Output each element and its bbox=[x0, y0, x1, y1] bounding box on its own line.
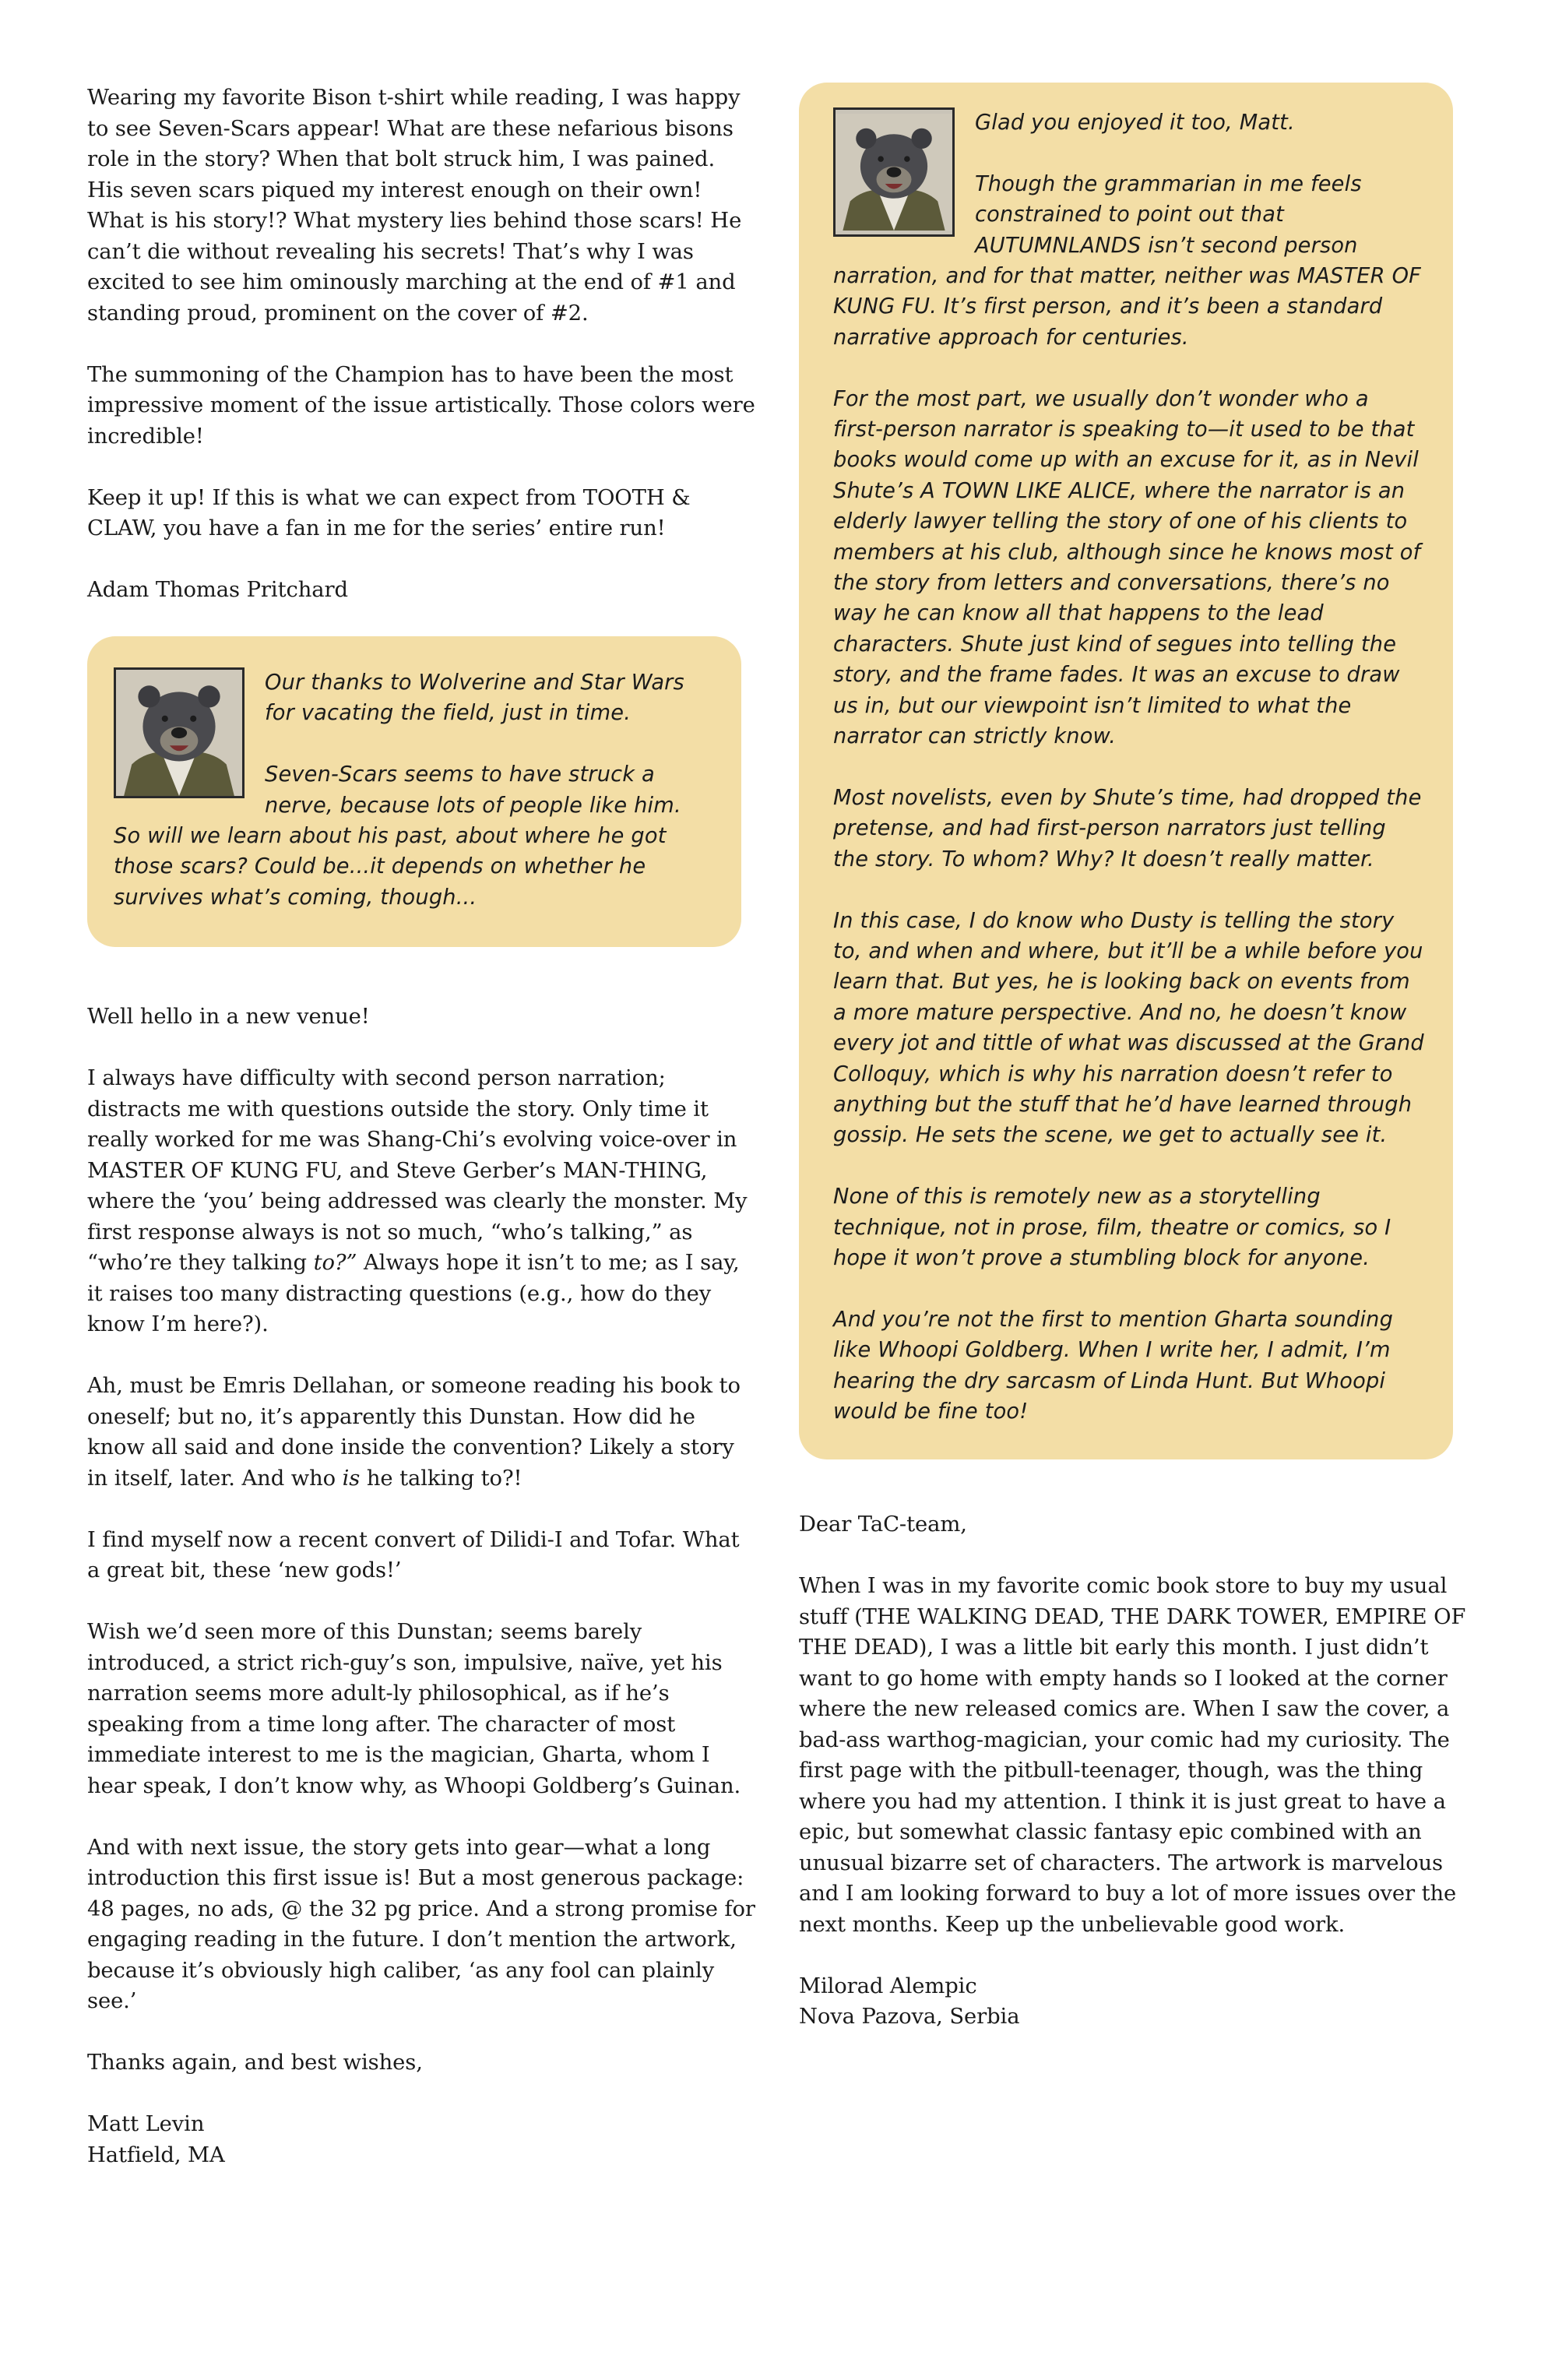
signature-name: Matt Levin bbox=[87, 2112, 205, 2137]
letter-signature bbox=[799, 1971, 1469, 2033]
bear-portrait-svg bbox=[116, 670, 242, 796]
reply-paragraph: Seven-Scars seems to have struck a nerve, because lots of people like him. So will we learn about his past, about where he got those scars? Could be...it depends on whether he survives what’s coming, though... bbox=[114, 762, 681, 910]
letter-paragraph bbox=[87, 1063, 757, 1340]
reply-paragraph: In this case, I do know who Dusty is telling the story to, and when and where, but it’ll be a while before you learn that. But yes, he is looking back on events from a more mature perspective. And no, he doesn’t know every jot and tittle of what was discussed at the Grand Colloquy, which is why his narration doesn’t refer to anything but the stuff that he’d have learned through gossip. He sets the scene, we get to actually see it. bbox=[833, 908, 1424, 1148]
letter-pritchard bbox=[87, 83, 757, 606]
right-column bbox=[799, 0, 1469, 2033]
letter-text: I always have difficulty with second person narration; distracts me with questions outside the story. Only time it really worked for me was Shang-Chi’s evolving voice-over in MASTER OF KUNG FU, and Steve Gerber’s MAN-THING, where the ‘you’ being addressed was clearly the monster. My first response always is not so much, “who’s talking,” as “who’re they talking bbox=[87, 1066, 748, 1276]
signature-place: Hatfield, MA bbox=[87, 2142, 225, 2167]
letter-signature: Adam Thomas Pritchard bbox=[87, 578, 348, 602]
letter-paragraph: I find myself now a recent convert of Dilidi-I and Tofar. What a great bit, these ‘new gods!’ bbox=[87, 1527, 740, 1583]
letter-text: he talking to?! bbox=[360, 1466, 522, 1491]
letter-paragraph: The summoning of the Champion has to have been the most impressive moment of the issue artistically. Those colors were incredible! bbox=[87, 362, 755, 449]
signature-name: Milorad Alempic bbox=[799, 1973, 977, 1998]
letter-closing: Thanks again, and best wishes, bbox=[87, 2051, 423, 2075]
reply-paragraph: Most novelists, even by Shute’s time, had dropped the pretense, and had first-person narrators just telling the story. To whom? Why? It doesn’t really matter. bbox=[833, 785, 1422, 871]
letter-text: Ah, must be Emris Dellahan, or someone reading his book to oneself; but no, it’s apparently this Dunstan. How did he know all said and done inside the convention? Likely a story in itself, later. And who bbox=[87, 1374, 741, 1491]
bear-portrait-svg bbox=[836, 110, 952, 234]
reply-paragraph: Glad you enjoyed it too, Matt. bbox=[975, 111, 1295, 135]
editor-reply-box bbox=[799, 83, 1453, 1459]
reply-paragraph: Our thanks to Wolverine and Star Wars for vacating the field, just in time. bbox=[265, 671, 684, 726]
reply-paragraph: None of this is remotely new as a storytelling technique, not in prose, film, theatre or comics, so I hope it won’t prove a stumbling block for anyone. bbox=[833, 1185, 1391, 1270]
letter-paragraph bbox=[87, 1371, 757, 1494]
letter-paragraph: When I was in my favorite comic book store to buy my usual stuff (THE WALKING DEAD, THE DARK TOWER, EMPIRE OF THE DEAD), I was a little bit early this month. I just didn’t want to go home with empty hands so I looked at the corner where the new released comics are. When I saw the cover, a bad-ass warthog-magician, your comic had my curiosity. The first page with the pitbull-teenager, though, was the thing where you had my attention. I think it is just great to have a epic, but somewhat classic fantasy epic combined with an unusual bizarre set of characters. The artwork is marvelous and I am looking forward to buy a lot of more issues over the next months. Keep up the unbelievable good work. bbox=[799, 1574, 1466, 1937]
reply-paragraph: For the most part, we usually don’t wonder who a first-person narrator is speaking to—it used to be that books would come up with an excuse for it, as in Nevil Shute’s A TOWN LIKE ALICE, where the narrator is an elderly lawyer telling the story of one of his clients to members at his club, although since he knows most of the story from letters and conversations, there’s no way he can know all that happens to the lead characters. Shute just kind of segues into telling the story, and the frame fades. It was an excuse to draw us in, but our viewpoint isn’t limited to what the narrator can strictly know. bbox=[833, 386, 1421, 749]
letter-paragraph: Keep it up! If this is what we can expect from TOOTH & CLAW, you have a fan in me for the series’ entire run! bbox=[87, 485, 691, 540]
letter-greeting: Dear TaC-team, bbox=[799, 1512, 967, 1537]
reply-paragraph: And you’re not the first to mention Gharta sounding like Whoopi Goldberg. When I write her, I admit, I’m hearing the dry sarcasm of Linda Hunt. But Whoopi would be fine too! bbox=[833, 1307, 1394, 1424]
letter-paragraph: Wearing my favorite Bison t-shirt while reading, I was happy to see Seven-Scars appear! What are these nefarious bisons role in the story? When that bolt struck him, I was pained. His seven scars piqued my interest enough on their own! What is his story!? What mystery lies behind those scars! He can’t die without revealing his secrets! That’s why I was excited to see him ominously marching at the end of #1 and standing proud, prominent on the cover of #2. bbox=[87, 86, 742, 326]
letter-emphasis: to?” bbox=[313, 1251, 357, 1276]
letter-signature bbox=[87, 2109, 757, 2171]
reply-paragraph: Though the grammarian in me feels constrained to point out that AUTUMNLANDS isn’t second person narration, and for that matter, neither was MASTER OF KUNG FU. It’s first person, and it’s been a standard narrative approach for centuries. bbox=[833, 171, 1422, 350]
letter-text: Always hope it isn’t to me; as I say, it raises too many distracting questions (e.g., how do they know I’m here?). bbox=[87, 1251, 740, 1337]
bear-editor-portrait-icon bbox=[114, 667, 245, 798]
letter-levin bbox=[87, 1002, 757, 2171]
letter-greeting: Well hello in a new venue! bbox=[87, 1005, 370, 1030]
bear-editor-portrait-icon bbox=[833, 107, 955, 237]
letter-paragraph: And with next issue, the story gets into gear—what a long introduction this first issue is! But a most generous package: 48 pages, no ads, @ the 32 pg price. And a strong promise for engaging reading in the future. I don’t mention the artwork, because it’s obviously high caliber, ‘as any fool can plainly see.’ bbox=[87, 1835, 755, 2014]
letter-alempic bbox=[799, 1509, 1469, 2033]
left-column bbox=[87, 0, 757, 2171]
letter-paragraph: Wish we’d seen more of this Dunstan; seems barely introduced, a strict rich-guy’s son, impulsive, naïve, yet his narration seems more adult-ly philosophical, as if he’s speaking from a time long after. The character of most immediate interest to me is the magician, Gharta, whom I hear speak, I don’t know why, as Whoopi Goldberg’s Guinan. bbox=[87, 1620, 741, 1798]
editor-reply-box bbox=[87, 636, 741, 947]
signature-place: Nova Pazova, Serbia bbox=[799, 2005, 1020, 2030]
letter-emphasis: is bbox=[342, 1466, 361, 1491]
